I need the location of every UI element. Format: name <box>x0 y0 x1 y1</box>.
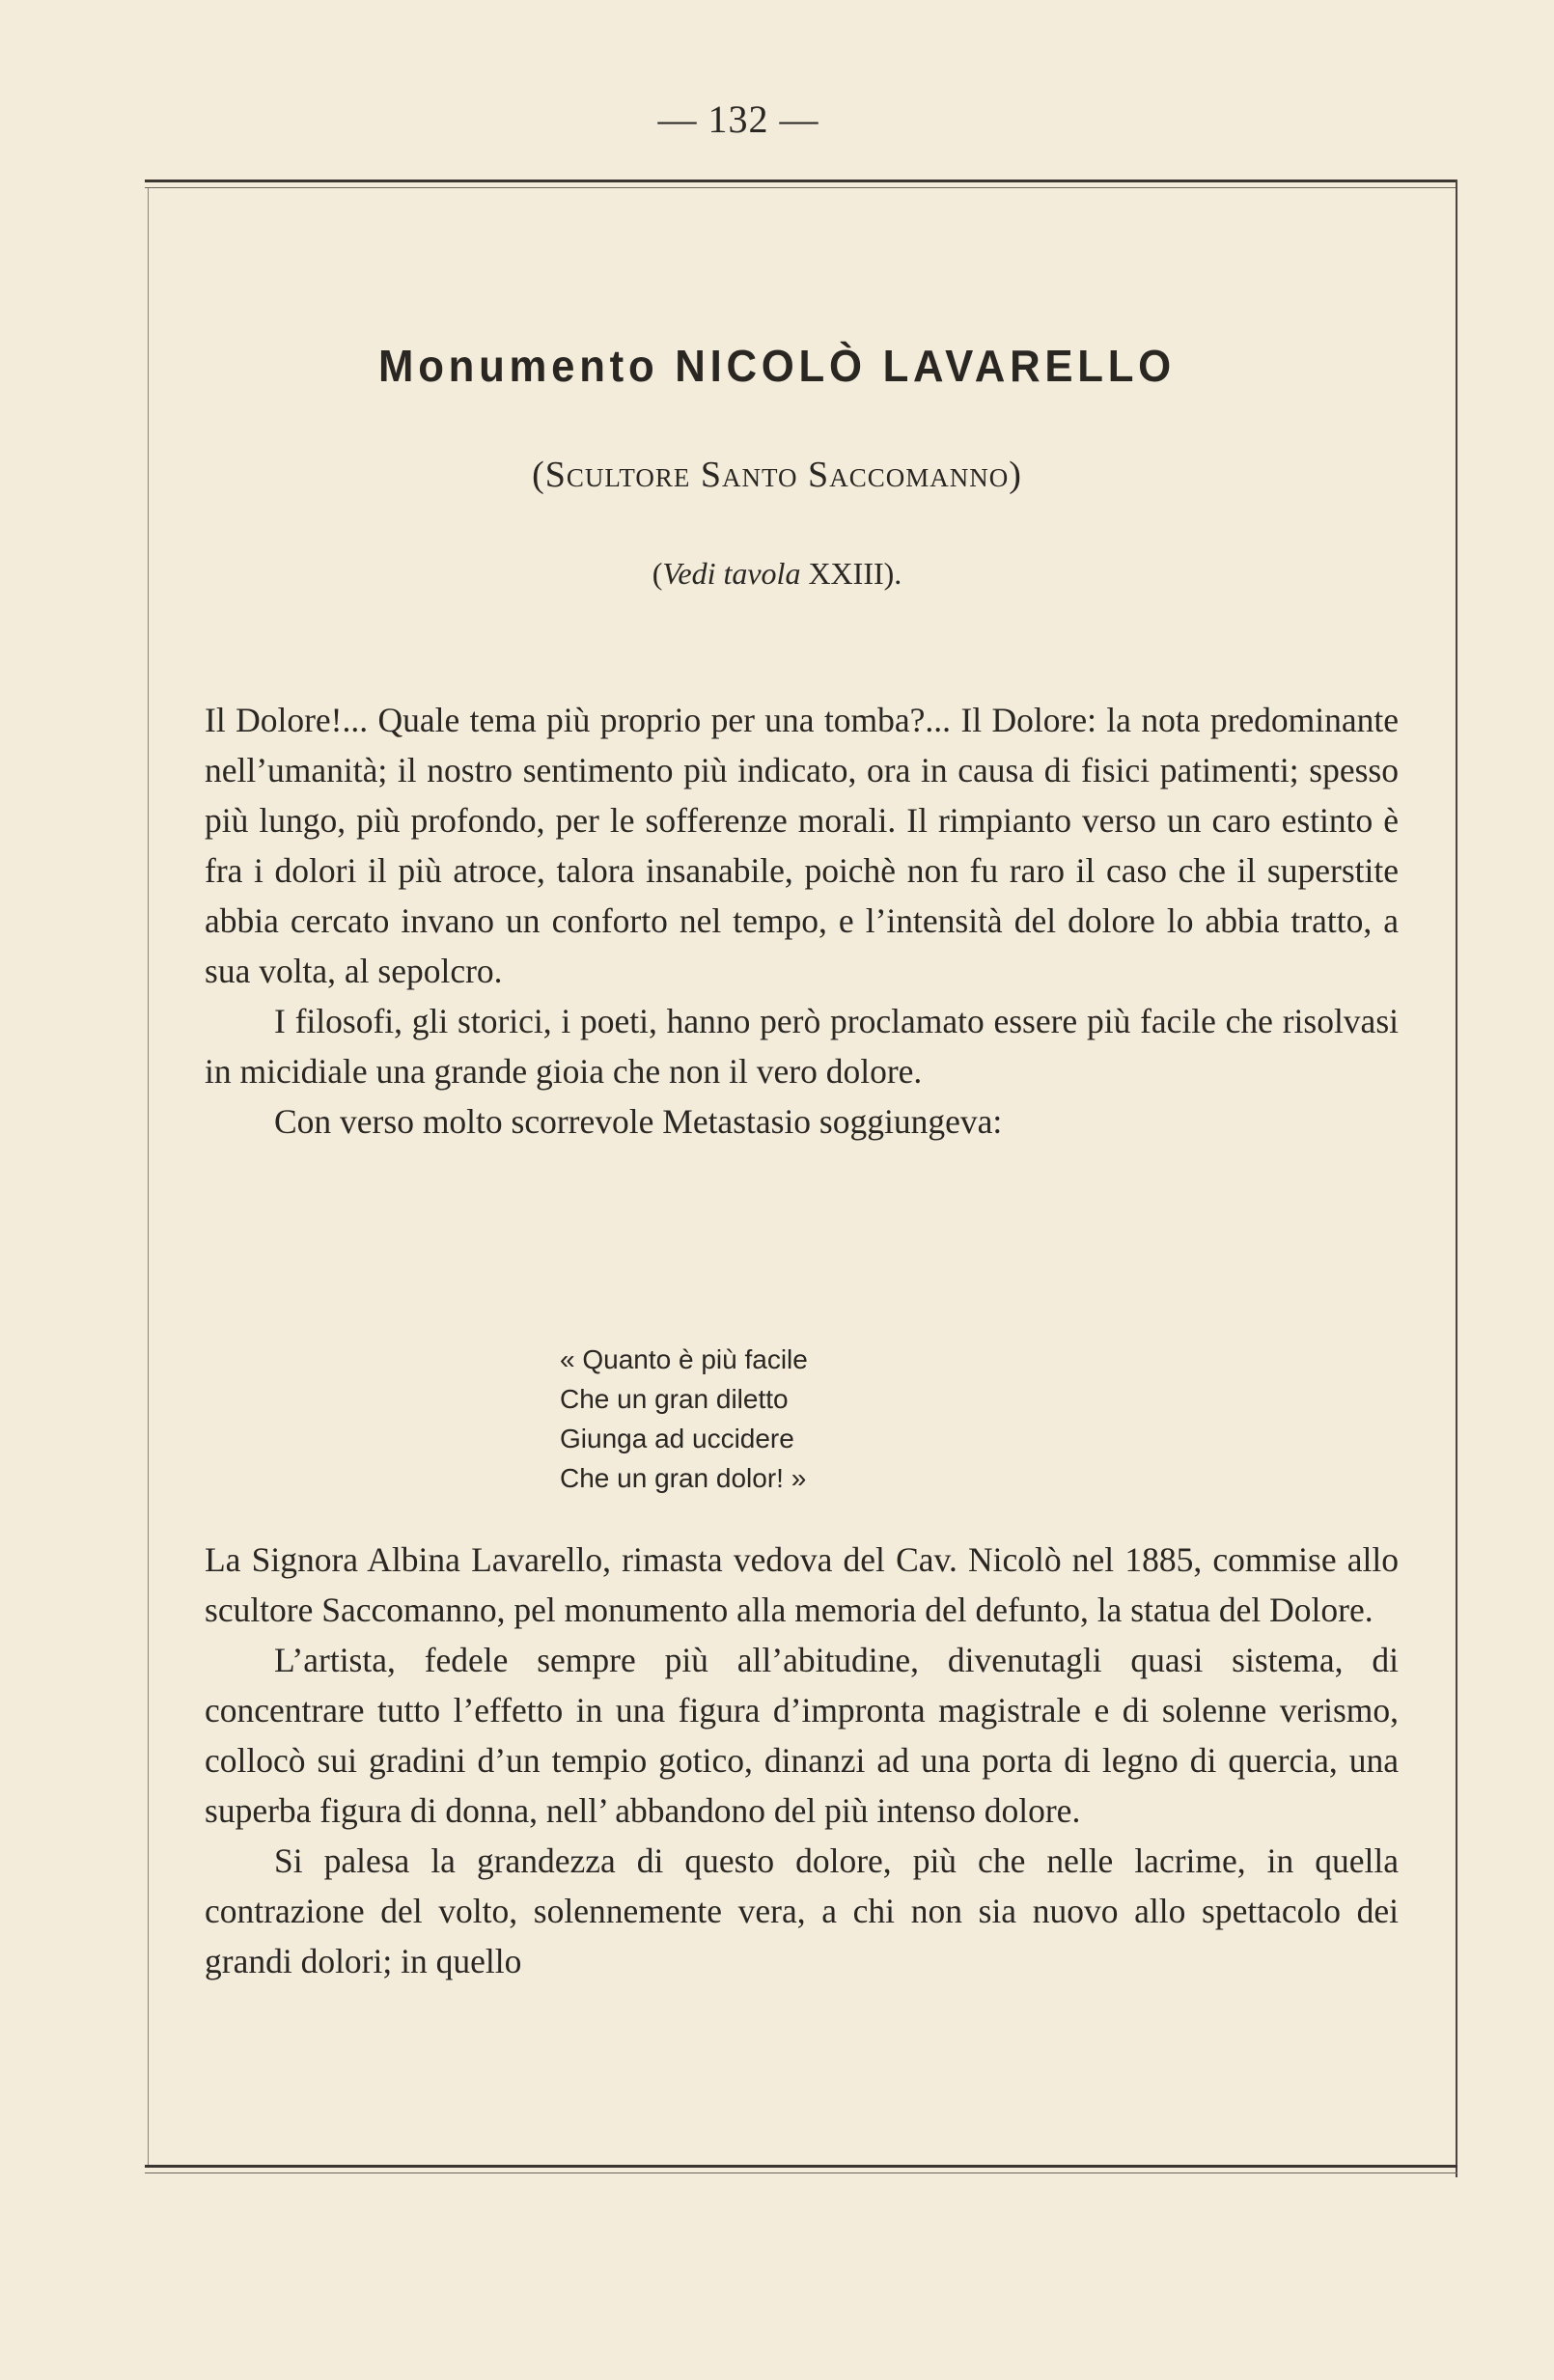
frame-bottom-rule-thin <box>145 2172 1457 2173</box>
paragraph: Con verso molto scorrevole Metastasio soggiungeva: <box>274 1102 1003 1141</box>
paragraph: Il Dolore!... Quale tema più proprio per una tomba?... Il Dolore: la nota predominante nell’umanità; il nostro sentimento più indicato, ora in causa di fisici patimenti; spesso più lungo, più profondo, per le sofferenze morali. Il rimpianto verso un caro estinto è fra i dolori il più atroce, talora insanabile, poichè non fu raro il caso che il superstite abbia cercato invano un conforto nel tempo, e l’intensità del dolore lo abbia tratto, a sua volta, al sepolcro. <box>205 701 1399 990</box>
plate-reference-italic: Vedi tavola <box>662 556 801 591</box>
plate-reference <box>0 556 1554 592</box>
paragraph: I filosofi, gli storici, i poeti, hanno però proclamato essere più facile che risolvasi in micidiale una grande gioia che non il vero dolore. <box>205 1002 1399 1091</box>
verse-line: Che un gran dolor! » <box>560 1463 807 1493</box>
verse-line: Giunga ad uccidere <box>560 1424 794 1453</box>
paragraph: La Signora Albina Lavarello, rimasta vedova del Cav. Nicolò nel 1885, commise allo scultore Saccomanno, pel monumento alla memoria del defunto, la statua del Dolore. <box>205 1540 1399 1629</box>
paragraph: L’artista, fedele sempre più all’abitudine, divenutagli quasi sistema, di concentrare tutto l’effetto in una figura d’impronta magistrale e di solenne verismo, collocò sui gradini d’un tempio gotico, dinanzi ad una porta di legno di quercia, una superba figura di donna, nell’ abbandono del più intenso dolore. <box>205 1641 1399 1830</box>
paragraph: Si palesa la grandezza di questo dolore, più che nelle lacrime, in quella contrazione del volto, solennemente vera, a chi non sia nuovo allo spettacolo dei grandi dolori; in quello <box>205 1841 1399 1980</box>
article-title: Monumento NICOLÒ LAVARELLO <box>378 341 1176 391</box>
frame-top-rule <box>145 180 1457 182</box>
article-subtitle: (Scultore Santo Saccomanno) <box>532 455 1022 495</box>
plate-reference-rest: XXIII). <box>800 556 902 591</box>
page-number: — 132 — <box>657 97 819 141</box>
verse-line: Che un gran diletto <box>560 1384 789 1414</box>
frame-bottom-rule <box>145 2165 1457 2168</box>
verse-quote <box>560 1340 808 1498</box>
verse-line: « Quanto è più facile <box>560 1344 808 1374</box>
body-text <box>205 695 1399 1147</box>
frame-top-rule-thin <box>145 187 1457 188</box>
body-text-continued <box>205 1535 1399 1986</box>
plate-reference-open: ( <box>652 556 663 591</box>
